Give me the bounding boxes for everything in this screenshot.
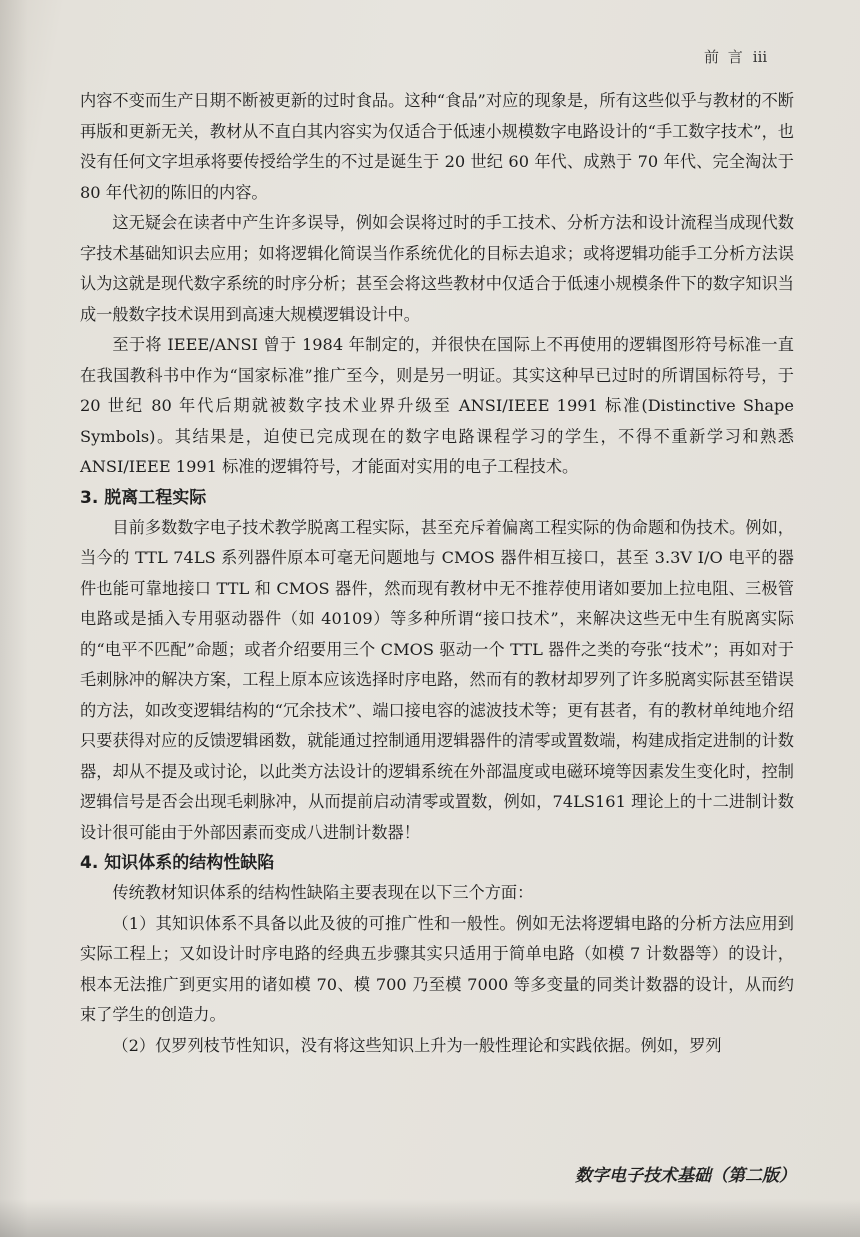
paragraph: 这无疑会在读者中产生许多误导，例如会误将过时的手工技术、分析方法和设计流程当成现代数字技术基础知识去应用；如将逻辑化简误当作系统优化的目标去追求；或将逻辑功能手工分析方法误认为这就是现代数字系统的时序分析；甚至会将这些教材中仅适合于低速小规模条件下的数字知识当成一般数字技术误用到高速大规模逻辑设计中。 <box>80 213 794 324</box>
section-heading-4: 4. 知识体系的结构性缺陷 <box>80 853 275 873</box>
section-heading-3: 3. 脱离工程实际 <box>80 487 207 508</box>
footer-book-title: 数字电子技术基础（第二版） <box>575 1166 796 1186</box>
page-body <box>80 86 794 1061</box>
paragraph: 至于将 IEEE/ANSI 曾于 1984 年制定的，并很快在国际上不再使用的逻辑图形符号标准一直在我国教科书中作为“国家标准”推广至今，则是另一明证。其实这种早已过时的所谓国标符号，于 20 世纪 80 年代后期就被数字技术业界升级至 ANSI/IEEE 1991 标准(Distinctive Shape Symbols)。其结果是，迫使已完成现在的数字电路课程学习的学生，不得不重新学习和熟悉 ANSI/IEEE 1991 标准的逻辑符号，才能面对实用的电子工程技术。 <box>80 335 794 476</box>
running-head-title: 前 言 <box>704 48 745 66</box>
page-number: iii <box>752 48 768 66</box>
paragraph: 传统教材知识体系的结构性缺陷主要表现在以下三个方面： <box>112 883 534 902</box>
list-item: （2）仅罗列枝节性知识，没有将这些知识上升为一般性理论和实践依据。例如，罗列 <box>112 1035 722 1055</box>
running-head <box>704 46 794 67</box>
paragraph-continuation: 内容不变而生产日期不断被更新的过时食品。这种“食品”对应的现象是，所有这些似乎与教材的不断再版和更新无关，教材从不直白其内容实为仅适合于低速小规模数字电路设计的“手工数字技术”，也没有任何文字坦承将要传授给学生的不过是诞生于 20 世纪 60 年代、成熟于 70 年代、完全淘汰于 80 年代初的陈旧的内容。 <box>80 91 794 202</box>
paragraph: 目前多数数字电子技术教学脱离工程实际，甚至充斥着偏离工程实际的伪命题和伪技术。例如，当今的 TTL 74LS 系列器件原本可毫无问题地与 CMOS 器件相互接口，甚至 3.3V I/O 电平的器件也能可靠地接口 TTL 和 CMOS 器件，然而现有教材中无不推荐使用诸如要加上拉电阻、三极管电路或是插入专用驱动器件（如 40109）等多种所谓“接口技术”，来解决这些无中生有脱离实际的“电平不匹配”命题；或者介绍要用三个 CMOS 驱动一个 TTL 器件之类的夸张“技术”；再如对于毛刺脉冲的解决方案，工程上原本应该选择时序电路，然而有的教材却罗列了许多脱离实际甚至错误的方法，如改变逻辑结构的“冗余技术”、端口接电容的滤波技术等；更有甚者，有的教材单纯地介绍只要获得对应的反馈逻辑函数，就能通过控制通用逻辑器件的清零或置数端，构建成指定进制的计数器，却从不提及或讨论，以此类方法设计的逻辑系统在外部温度或电磁环境等因素发生变化时，控制逻辑信号是否会出现毛刺脉冲，从而提前启动清零或置数，例如，74LS161 理论上的十二进制计数设计很可能由于外部因素而变成八进制计数器！ <box>80 517 794 842</box>
list-item: （1）其知识体系不具备以此及彼的可推广性和一般性。例如无法将逻辑电路的分析方法应用到实际工程上；又如设计时序电路的经典五步骤其实只适用于简单电路（如模 7 计数器等）的设计，根本无法推广到更实用的诸如模 70、模 700 乃至模 7000 等多变量的同类计数器的设计，从而约束了学生的创造力。 <box>80 913 794 1024</box>
